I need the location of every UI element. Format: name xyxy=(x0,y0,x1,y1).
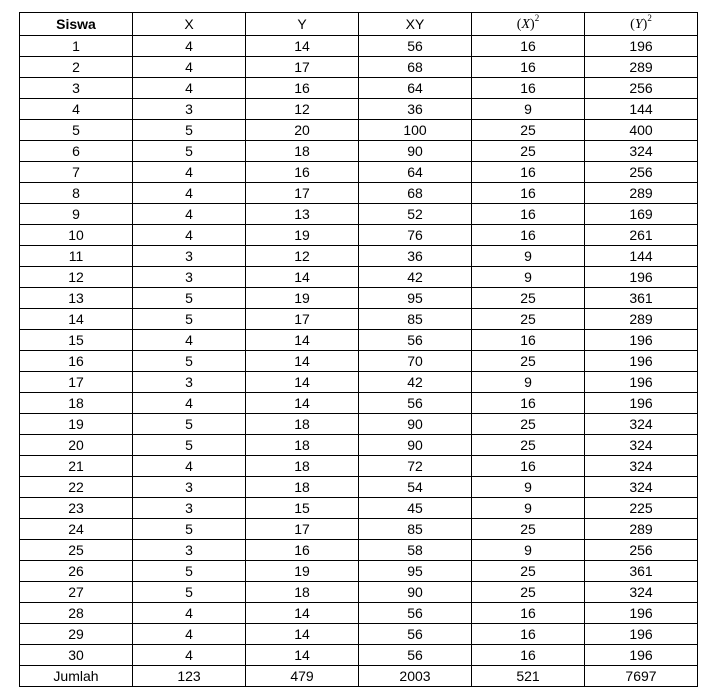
table-row xyxy=(20,477,698,498)
total-y: 479 xyxy=(246,666,359,687)
cell-siswa: 3 xyxy=(20,78,133,99)
cell-y-squared: 289 xyxy=(585,57,698,78)
cell-x: 5 xyxy=(133,414,246,435)
cell-x: 5 xyxy=(133,561,246,582)
cell-xy: 45 xyxy=(359,498,472,519)
cell-y: 14 xyxy=(246,372,359,393)
cell-y: 18 xyxy=(246,477,359,498)
cell-xy: 70 xyxy=(359,351,472,372)
table-row xyxy=(20,183,698,204)
cell-y: 16 xyxy=(246,540,359,561)
cell-y: 13 xyxy=(246,204,359,225)
cell-y-squared: 196 xyxy=(585,645,698,666)
cell-x: 5 xyxy=(133,519,246,540)
cell-y-squared: 289 xyxy=(585,183,698,204)
cell-x-squared: 25 xyxy=(472,309,585,330)
table-row xyxy=(20,141,698,162)
cell-x-squared: 16 xyxy=(472,624,585,645)
cell-siswa: 7 xyxy=(20,162,133,183)
cell-xy: 52 xyxy=(359,204,472,225)
cell-siswa: 20 xyxy=(20,435,133,456)
cell-xy: 76 xyxy=(359,225,472,246)
cell-xy: 85 xyxy=(359,519,472,540)
cell-y-squared: 289 xyxy=(585,519,698,540)
cell-xy: 42 xyxy=(359,372,472,393)
cell-siswa: 12 xyxy=(20,267,133,288)
cell-y-squared: 196 xyxy=(585,372,698,393)
cell-x-squared: 9 xyxy=(472,246,585,267)
cell-siswa: 9 xyxy=(20,204,133,225)
cell-y: 16 xyxy=(246,78,359,99)
cell-x: 5 xyxy=(133,120,246,141)
cell-y-squared: 196 xyxy=(585,330,698,351)
cell-x-squared: 16 xyxy=(472,393,585,414)
cell-y-squared: 196 xyxy=(585,603,698,624)
cell-x: 4 xyxy=(133,204,246,225)
table-row xyxy=(20,36,698,57)
cell-y-squared: 324 xyxy=(585,141,698,162)
cell-y-squared: 196 xyxy=(585,624,698,645)
cell-xy: 85 xyxy=(359,309,472,330)
cell-y: 18 xyxy=(246,141,359,162)
cell-x: 5 xyxy=(133,582,246,603)
table-row xyxy=(20,603,698,624)
cell-x-squared: 9 xyxy=(472,267,585,288)
header-row xyxy=(20,13,698,36)
total-label: Jumlah xyxy=(20,666,133,687)
cell-x: 5 xyxy=(133,351,246,372)
table-row xyxy=(20,393,698,414)
table-header xyxy=(20,13,698,36)
table-row xyxy=(20,498,698,519)
cell-x-squared: 9 xyxy=(472,477,585,498)
cell-y: 17 xyxy=(246,183,359,204)
cell-y-squared: 144 xyxy=(585,246,698,267)
cell-y-squared: 196 xyxy=(585,36,698,57)
table-body xyxy=(20,36,698,666)
table-row xyxy=(20,435,698,456)
cell-x: 4 xyxy=(133,645,246,666)
cell-x-squared: 25 xyxy=(472,519,585,540)
cell-xy: 56 xyxy=(359,645,472,666)
cell-xy: 36 xyxy=(359,246,472,267)
cell-y: 17 xyxy=(246,519,359,540)
cell-y: 14 xyxy=(246,393,359,414)
cell-x: 3 xyxy=(133,477,246,498)
cell-x: 3 xyxy=(133,540,246,561)
cell-x-squared: 16 xyxy=(472,78,585,99)
cell-xy: 56 xyxy=(359,393,472,414)
cell-x-squared: 25 xyxy=(472,141,585,162)
table-row xyxy=(20,561,698,582)
cell-y: 18 xyxy=(246,456,359,477)
cell-x-squared: 25 xyxy=(472,120,585,141)
cell-x: 3 xyxy=(133,246,246,267)
cell-y-squared: 196 xyxy=(585,393,698,414)
cell-x-squared: 16 xyxy=(472,57,585,78)
data-table xyxy=(19,12,698,687)
table-row xyxy=(20,624,698,645)
cell-x-squared: 16 xyxy=(472,204,585,225)
cell-y: 15 xyxy=(246,498,359,519)
cell-siswa: 24 xyxy=(20,519,133,540)
table-row xyxy=(20,267,698,288)
cell-xy: 36 xyxy=(359,99,472,120)
cell-y: 17 xyxy=(246,57,359,78)
cell-xy: 42 xyxy=(359,267,472,288)
table-row xyxy=(20,372,698,393)
cell-xy: 95 xyxy=(359,288,472,309)
cell-siswa: 6 xyxy=(20,141,133,162)
cell-x: 4 xyxy=(133,162,246,183)
x-squared-exponent: 2 xyxy=(534,13,540,24)
cell-x: 4 xyxy=(133,36,246,57)
cell-x-squared: 25 xyxy=(472,288,585,309)
cell-xy: 64 xyxy=(359,78,472,99)
table-row xyxy=(20,246,698,267)
cell-y-squared: 324 xyxy=(585,414,698,435)
cell-x: 5 xyxy=(133,288,246,309)
cell-x-squared: 25 xyxy=(472,561,585,582)
cell-x-squared: 16 xyxy=(472,183,585,204)
cell-siswa: 10 xyxy=(20,225,133,246)
cell-xy: 68 xyxy=(359,183,472,204)
cell-xy: 100 xyxy=(359,120,472,141)
table-row xyxy=(20,99,698,120)
header-y: Y xyxy=(246,13,359,36)
cell-y: 14 xyxy=(246,624,359,645)
cell-xy: 56 xyxy=(359,603,472,624)
table-row xyxy=(20,57,698,78)
cell-xy: 90 xyxy=(359,141,472,162)
cell-x: 4 xyxy=(133,78,246,99)
cell-y: 19 xyxy=(246,225,359,246)
header-x-squared xyxy=(472,13,585,36)
table-row xyxy=(20,288,698,309)
table-row xyxy=(20,330,698,351)
table-row xyxy=(20,225,698,246)
cell-x: 4 xyxy=(133,225,246,246)
cell-y: 14 xyxy=(246,603,359,624)
cell-y: 14 xyxy=(246,267,359,288)
total-y-squared: 7697 xyxy=(585,666,698,687)
cell-y: 18 xyxy=(246,582,359,603)
cell-y-squared: 324 xyxy=(585,477,698,498)
cell-x-squared: 9 xyxy=(472,99,585,120)
cell-siswa: 22 xyxy=(20,477,133,498)
cell-y-squared: 225 xyxy=(585,498,698,519)
cell-siswa: 5 xyxy=(20,120,133,141)
total-x: 123 xyxy=(133,666,246,687)
cell-siswa: 14 xyxy=(20,309,133,330)
cell-x-squared: 16 xyxy=(472,330,585,351)
cell-siswa: 29 xyxy=(20,624,133,645)
cell-xy: 90 xyxy=(359,414,472,435)
cell-y-squared: 196 xyxy=(585,267,698,288)
cell-x-squared: 25 xyxy=(472,351,585,372)
table-row xyxy=(20,351,698,372)
table-row xyxy=(20,414,698,435)
cell-y-squared: 256 xyxy=(585,162,698,183)
cell-x-squared: 25 xyxy=(472,435,585,456)
cell-x-squared: 25 xyxy=(472,582,585,603)
cell-x: 5 xyxy=(133,435,246,456)
cell-xy: 56 xyxy=(359,330,472,351)
cell-y-squared: 361 xyxy=(585,561,698,582)
cell-x: 5 xyxy=(133,309,246,330)
x-squared-variable: X xyxy=(521,17,531,32)
cell-siswa: 17 xyxy=(20,372,133,393)
cell-y: 14 xyxy=(246,330,359,351)
header-siswa: Siswa xyxy=(20,13,133,36)
table-row xyxy=(20,582,698,603)
cell-y: 18 xyxy=(246,435,359,456)
x-squared-formula: $(X)^2$ xyxy=(516,13,540,32)
cell-y-squared: 256 xyxy=(585,78,698,99)
cell-siswa: 8 xyxy=(20,183,133,204)
cell-x: 3 xyxy=(133,498,246,519)
total-xy: 2003 xyxy=(359,666,472,687)
cell-xy: 64 xyxy=(359,162,472,183)
cell-x-squared: 16 xyxy=(472,456,585,477)
cell-x-squared: 9 xyxy=(472,540,585,561)
cell-y: 16 xyxy=(246,162,359,183)
cell-y-squared: 256 xyxy=(585,540,698,561)
cell-siswa: 26 xyxy=(20,561,133,582)
cell-x: 4 xyxy=(133,456,246,477)
cell-y-squared: 196 xyxy=(585,351,698,372)
cell-y: 18 xyxy=(246,414,359,435)
cell-siswa: 19 xyxy=(20,414,133,435)
table-row xyxy=(20,309,698,330)
cell-x: 4 xyxy=(133,183,246,204)
total-x-squared: 521 xyxy=(472,666,585,687)
cell-x-squared: 9 xyxy=(472,372,585,393)
cell-y-squared: 169 xyxy=(585,204,698,225)
cell-xy: 58 xyxy=(359,540,472,561)
cell-x: 4 xyxy=(133,57,246,78)
cell-y: 19 xyxy=(246,561,359,582)
cell-siswa: 15 xyxy=(20,330,133,351)
cell-y-squared: 144 xyxy=(585,99,698,120)
cell-x: 4 xyxy=(133,330,246,351)
table-row xyxy=(20,540,698,561)
cell-siswa: 1 xyxy=(20,36,133,57)
cell-xy: 95 xyxy=(359,561,472,582)
cell-x-squared: 16 xyxy=(472,36,585,57)
cell-siswa: 16 xyxy=(20,351,133,372)
cell-x-squared: 16 xyxy=(472,162,585,183)
header-y-squared xyxy=(585,13,698,36)
cell-siswa: 2 xyxy=(20,57,133,78)
cell-y: 17 xyxy=(246,309,359,330)
table-row xyxy=(20,645,698,666)
cell-y: 14 xyxy=(246,351,359,372)
cell-x: 3 xyxy=(133,267,246,288)
cell-y-squared: 289 xyxy=(585,309,698,330)
cell-y-squared: 324 xyxy=(585,582,698,603)
table-row xyxy=(20,162,698,183)
cell-siswa: 18 xyxy=(20,393,133,414)
cell-siswa: 25 xyxy=(20,540,133,561)
cell-y: 19 xyxy=(246,288,359,309)
cell-y-squared: 400 xyxy=(585,120,698,141)
cell-xy: 72 xyxy=(359,456,472,477)
cell-xy: 90 xyxy=(359,435,472,456)
cell-xy: 54 xyxy=(359,477,472,498)
total-row xyxy=(20,666,698,687)
cell-xy: 56 xyxy=(359,624,472,645)
cell-x: 4 xyxy=(133,603,246,624)
cell-x: 3 xyxy=(133,372,246,393)
cell-y-squared: 361 xyxy=(585,288,698,309)
cell-x-squared: 16 xyxy=(472,603,585,624)
cell-siswa: 23 xyxy=(20,498,133,519)
table-row xyxy=(20,78,698,99)
table-row xyxy=(20,204,698,225)
cell-x-squared: 16 xyxy=(472,225,585,246)
y-squared-formula: $(Y)^2$ xyxy=(630,13,652,32)
cell-siswa: 30 xyxy=(20,645,133,666)
header-xy: XY xyxy=(359,13,472,36)
table-row xyxy=(20,456,698,477)
cell-x: 5 xyxy=(133,141,246,162)
table-row xyxy=(20,519,698,540)
cell-siswa: 4 xyxy=(20,99,133,120)
cell-x: 3 xyxy=(133,99,246,120)
cell-x: 4 xyxy=(133,624,246,645)
cell-xy: 90 xyxy=(359,582,472,603)
cell-y: 12 xyxy=(246,99,359,120)
cell-siswa: 13 xyxy=(20,288,133,309)
cell-y: 14 xyxy=(246,36,359,57)
cell-xy: 68 xyxy=(359,57,472,78)
table-row xyxy=(20,120,698,141)
cell-y-squared: 261 xyxy=(585,225,698,246)
cell-y: 12 xyxy=(246,246,359,267)
cell-x: 4 xyxy=(133,393,246,414)
cell-y-squared: 324 xyxy=(585,435,698,456)
cell-y: 20 xyxy=(246,120,359,141)
cell-y-squared: 324 xyxy=(585,456,698,477)
cell-siswa: 21 xyxy=(20,456,133,477)
cell-xy: 56 xyxy=(359,36,472,57)
y-squared-variable: Y xyxy=(634,17,643,32)
cell-siswa: 28 xyxy=(20,603,133,624)
cell-y: 14 xyxy=(246,645,359,666)
cell-siswa: 27 xyxy=(20,582,133,603)
cell-siswa: 11 xyxy=(20,246,133,267)
cell-x-squared: 9 xyxy=(472,498,585,519)
header-x: X xyxy=(133,13,246,36)
cell-x-squared: 25 xyxy=(472,414,585,435)
y-squared-exponent: 2 xyxy=(647,13,652,24)
cell-x-squared: 16 xyxy=(472,645,585,666)
table-footer xyxy=(20,666,698,687)
